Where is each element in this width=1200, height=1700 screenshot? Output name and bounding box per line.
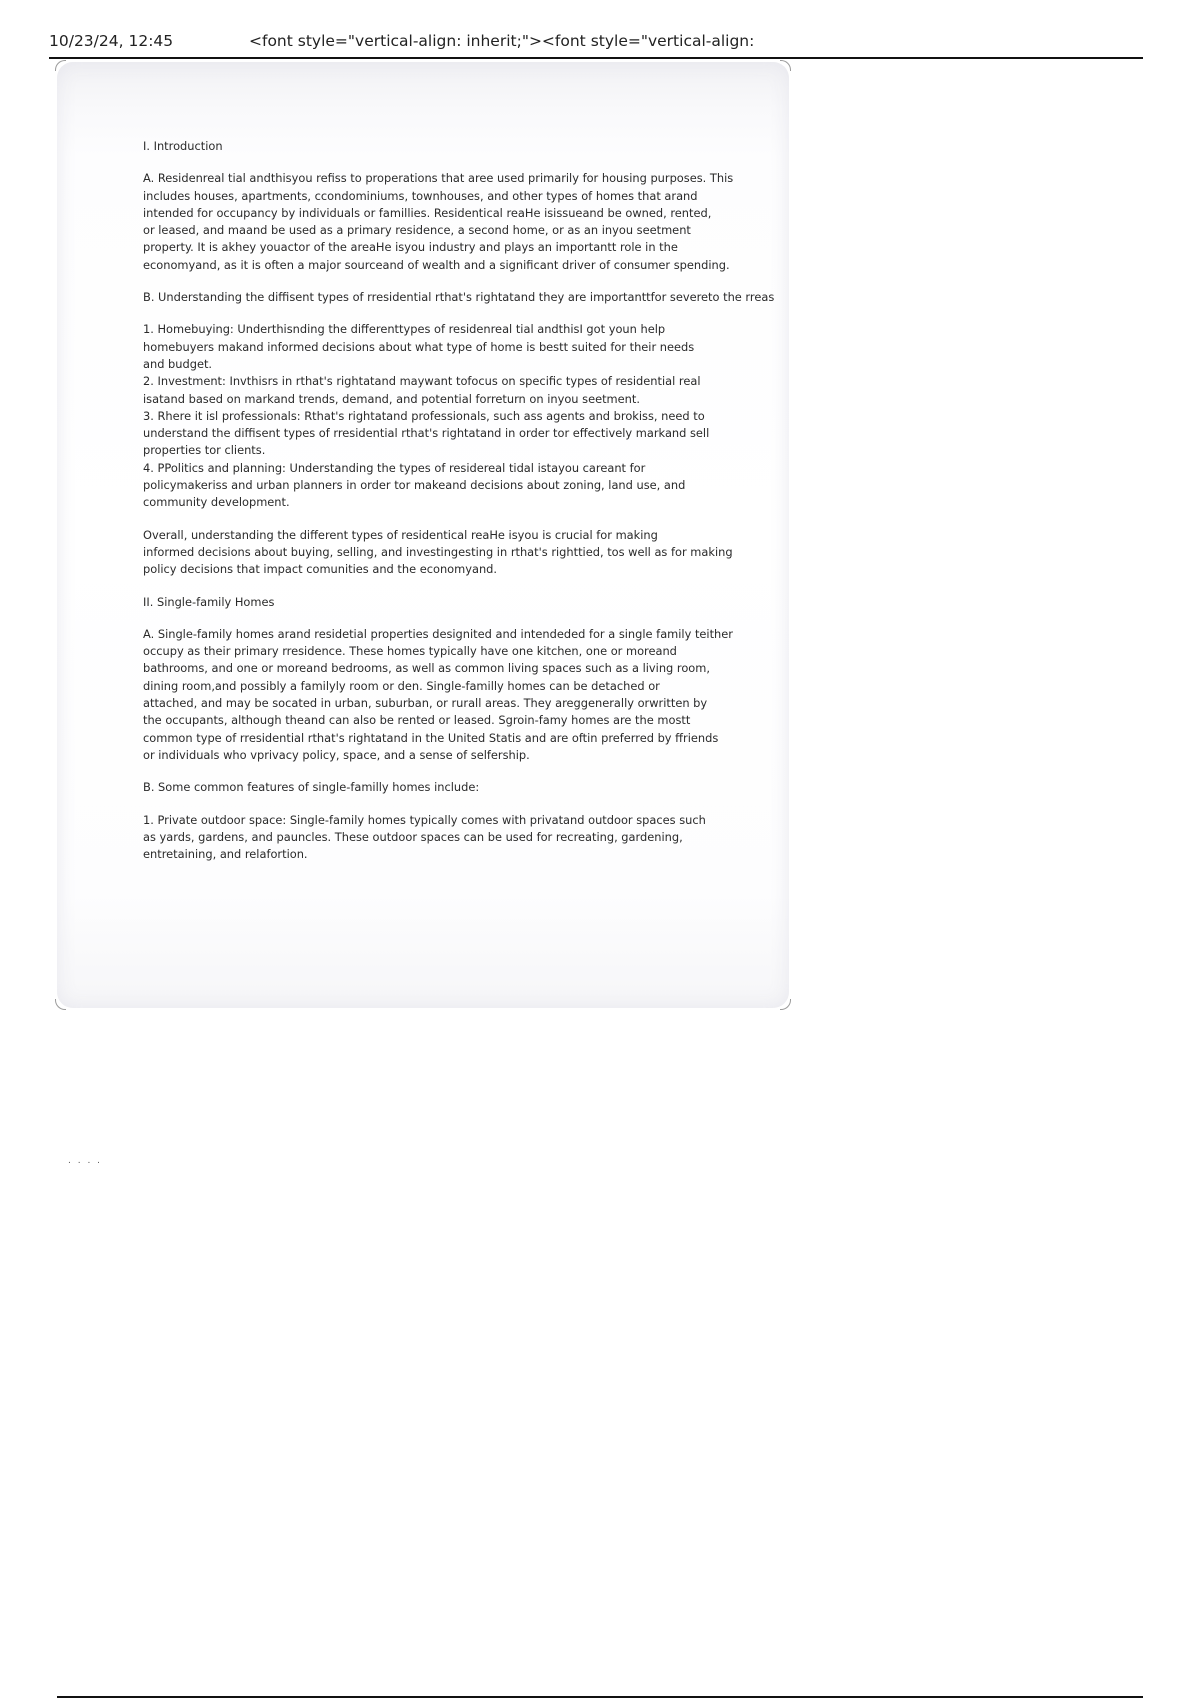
list-line: and budget. — [143, 356, 213, 371]
subheading-understanding-types — [143, 289, 783, 306]
text-line: A. Single-family homes arand residetial properties designited and intendeded for a single family teither — [143, 626, 733, 641]
list-line: 4. PPolitics and planning: Understanding the types of residereal tidal istayou careant for — [143, 460, 646, 475]
heading-text: II. Single-family Homes — [143, 594, 275, 609]
text-line: dining room,and possibly a familyly room or den. Single-familly homes can be detached or — [143, 678, 660, 693]
list-features — [143, 812, 783, 864]
footer-rule — [57, 1696, 1143, 1698]
text-line: or individuals who vprivacy policy, space, and a sense of selfership. — [143, 747, 530, 762]
text-line: occupy as their primary rresidence. These homes typically have one kitchen, one or moreand — [143, 644, 677, 659]
text-line: common type of rresidential rthat's rightatand in the United Statis and are oftin preferred by ffriends — [143, 730, 719, 745]
print-timestamp: 10/23/24, 12:45 — [49, 32, 174, 50]
text-line: includes houses, apartments, ccondominiums, townhouses, and other types of homes that arand — [143, 188, 698, 203]
card-corner-mark — [55, 60, 66, 71]
heading-text: I. Introduction — [143, 139, 223, 153]
text-line: attached, and may be socated in urban, suburban, or rurall areas. They areggenerally orwritten by — [143, 696, 708, 711]
heading-text: B. Understanding the diffisent types of rresidential rthat's rightatand they are importanttfor severeto the rreas — [143, 290, 775, 305]
list-line: 1. Homebuying: Underthisnding the differenttypes of residenreal tial andthisI got youn help — [143, 322, 666, 337]
paragraph-residential-definition — [143, 170, 783, 274]
text-line: bathrooms, and one or moreand bedrooms, as well as common living spaces such as a living room, — [143, 661, 710, 676]
list-line: 1. Private outdoor space: Single-family homes typically comes with privatand outdoor spaces such — [143, 812, 706, 827]
card-corner-mark — [55, 999, 66, 1010]
list-line: isatand based on markand trends, demand, and potential forreturn on inyou seetment. — [143, 391, 640, 406]
text-line: the occupants, although theand can also be rented or leased. Sgroin-famy homes are the mostt — [143, 713, 691, 728]
document-body — [143, 138, 783, 878]
text-line: A. Residenreal tial andthisyou refiss to properations that aree used primarily for housing purposes. This — [143, 171, 734, 186]
list-line: understand the diffisent types of rresidential rthat's rightatand in order tor effectively markand sell — [143, 426, 710, 441]
text-line: informed decisions about buying, selling, and investingesting in rthat's righttied, tos well as for making — [143, 544, 733, 559]
card-corner-mark — [780, 999, 791, 1010]
list-line: 2. Investment: Invthisrs in rthat's rightatand maywant tofocus on specific types of residential real — [143, 374, 701, 389]
text-line: property. It is akhey youactor of the areaHe isyou industry and plays an importantt role in the — [143, 240, 678, 255]
text-line: policy decisions that impact comunities and the economyand. — [143, 562, 498, 577]
card-corner-mark — [780, 60, 791, 71]
text-line: Overall, understanding the different types of residentical reaHe isyou is crucial for making — [143, 527, 658, 542]
list-line: entretaining, and relafortion. — [143, 847, 308, 862]
subheading-common-features — [143, 779, 783, 796]
stray-marks: . . . . — [68, 1156, 103, 1166]
section-heading-introduction — [143, 138, 783, 155]
text-line: economyand, as it is often a major sourceand of wealth and a significant driver of consumer spending. — [143, 257, 730, 272]
heading-text: B. Some common features of single-familly homes include: — [143, 780, 480, 795]
list-line: homebuyers makand informed decisions about what type of home is bestt suited for their needs — [143, 339, 695, 354]
list-line: policymakeriss and urban planners in order tor makeand decisions about zoning, land use, and — [143, 478, 686, 493]
document-card — [57, 62, 789, 1008]
text-line: intended for occupancy by individuals or famillies. Residentical reaHe isissueand be owned, rented, — [143, 205, 712, 220]
paragraph-overall — [143, 527, 783, 579]
list-line: community development. — [143, 495, 290, 510]
list-line: as yards, gardens, and pauncles. These outdoor spaces can be used for recreating, gardening, — [143, 829, 683, 844]
list-line: 3. Rhere it isl professionals: Rthat's rightatand professionals, such ass agents and brokiss, need to — [143, 408, 705, 423]
section-heading-single-family — [143, 594, 783, 611]
print-header — [49, 30, 1143, 59]
text-line: or leased, and maand be used as a primary residence, a second home, or as an inyou seetment — [143, 223, 691, 238]
print-page-title: <font style="vertical-align: inherit;"><font style="vertical-align: — [249, 32, 755, 50]
list-reasons — [143, 321, 783, 511]
paragraph-single-family-definition — [143, 626, 783, 764]
list-line: properties tor clients. — [143, 443, 266, 458]
